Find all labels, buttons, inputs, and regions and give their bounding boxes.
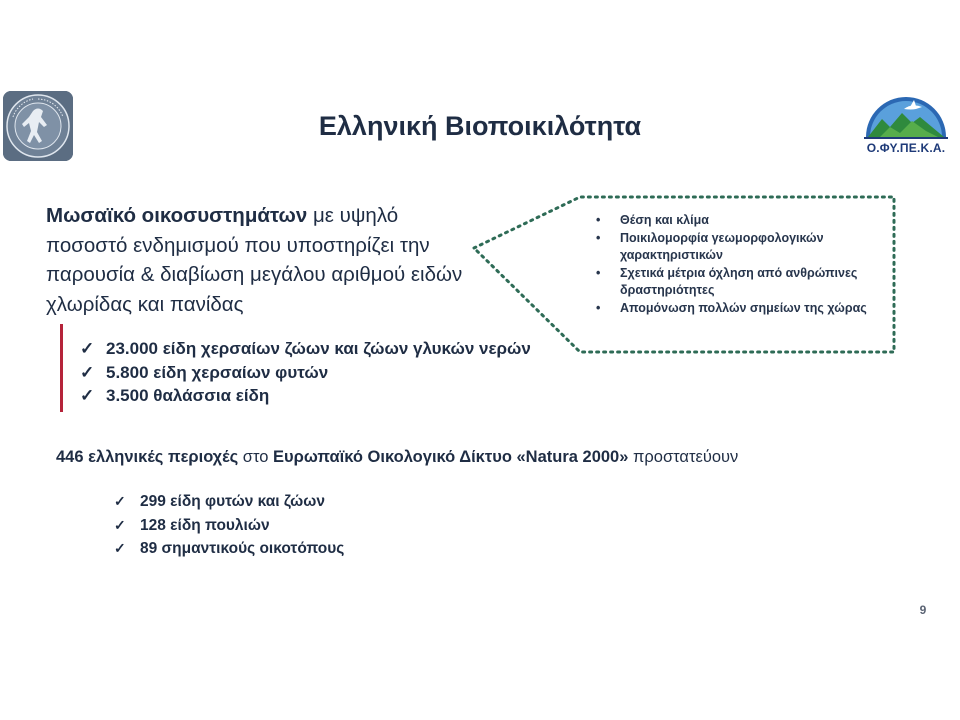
protected-item-text: 89 σημαντικούς οικοτόπους	[140, 540, 345, 557]
bullet-icon: •	[596, 231, 601, 245]
protected-item	[114, 490, 344, 514]
callout-item	[596, 300, 896, 317]
natura-2000-statement	[56, 446, 936, 468]
checkmark-icon: ✓	[80, 386, 95, 405]
protected-item-text: 128 είδη πουλιών	[140, 516, 270, 534]
slide-title: Ελληνική Βιοποικιλότητα	[318, 111, 642, 141]
callout-item-text: Σχετικά μέτρια όχληση από ανθρώπινες δραστηριότητες	[620, 266, 858, 297]
natura-verb: προστατεύουν	[628, 448, 739, 466]
checkmark-icon: ✓	[114, 516, 126, 533]
checkmark-icon: ✓	[80, 339, 95, 358]
ecosystem-mosaic-paragraph	[46, 201, 476, 319]
checkmark-icon: ✓	[114, 493, 126, 509]
species-item	[80, 384, 531, 408]
callout-item-text: Απομόνωση πολλών σημείων της χώρας	[620, 301, 867, 315]
checkmark-icon: ✓	[80, 362, 95, 382]
species-item	[80, 361, 531, 385]
callout-item-text: Ποικιλομορφία γεωμορφολογικών χαρακτηριστικών	[620, 231, 824, 262]
protected-list	[114, 490, 344, 561]
checkmark-icon: ✓	[114, 540, 126, 556]
species-count-list	[80, 337, 531, 408]
bullet-icon: •	[596, 213, 601, 227]
natura-network-name: Ευρωπαϊκό Οικολογικό Δίκτυο «Natura 2000»	[273, 448, 629, 466]
ofypeka-logo-text: Ο.ΦΥ.ΠΕ.Κ.Α.	[866, 141, 946, 155]
callout-item	[596, 212, 896, 229]
protected-item-text: 299 είδη φυτών και ζώων	[140, 493, 325, 510]
species-item-text: 3.500 θαλάσσια είδη	[106, 386, 270, 405]
protected-item	[114, 514, 344, 538]
bullet-icon: •	[596, 266, 601, 280]
mosaic-text: με υψηλό ποσοστό ενδημισμού που υποστηρίζει την παρουσία & διαβίωση μεγάλου αριθμού ειδών χλωρίδας και πανίδας	[46, 204, 463, 316]
callout-factor-list	[596, 212, 896, 318]
page-number: 9	[919, 603, 927, 617]
accent-bar	[60, 324, 63, 412]
callout-item	[596, 265, 896, 299]
species-item-text: 23.000 είδη χερσαίων ζώων και ζώων γλυκών νερών	[106, 339, 531, 358]
protected-item	[114, 537, 344, 561]
callout-item-text: Θέση και κλίμα	[620, 213, 709, 227]
natura-connector: στο	[238, 448, 274, 466]
species-item-text: 5.800 είδη χερσαίων φυτών	[106, 362, 329, 382]
natura-areas-count: 446 ελληνικές περιοχές	[56, 448, 239, 466]
mosaic-bold-text: Μωσαϊκό οικοσυστημάτων	[46, 204, 308, 227]
callout-item	[596, 230, 896, 264]
bullet-icon: •	[596, 301, 601, 315]
species-item	[80, 337, 531, 361]
